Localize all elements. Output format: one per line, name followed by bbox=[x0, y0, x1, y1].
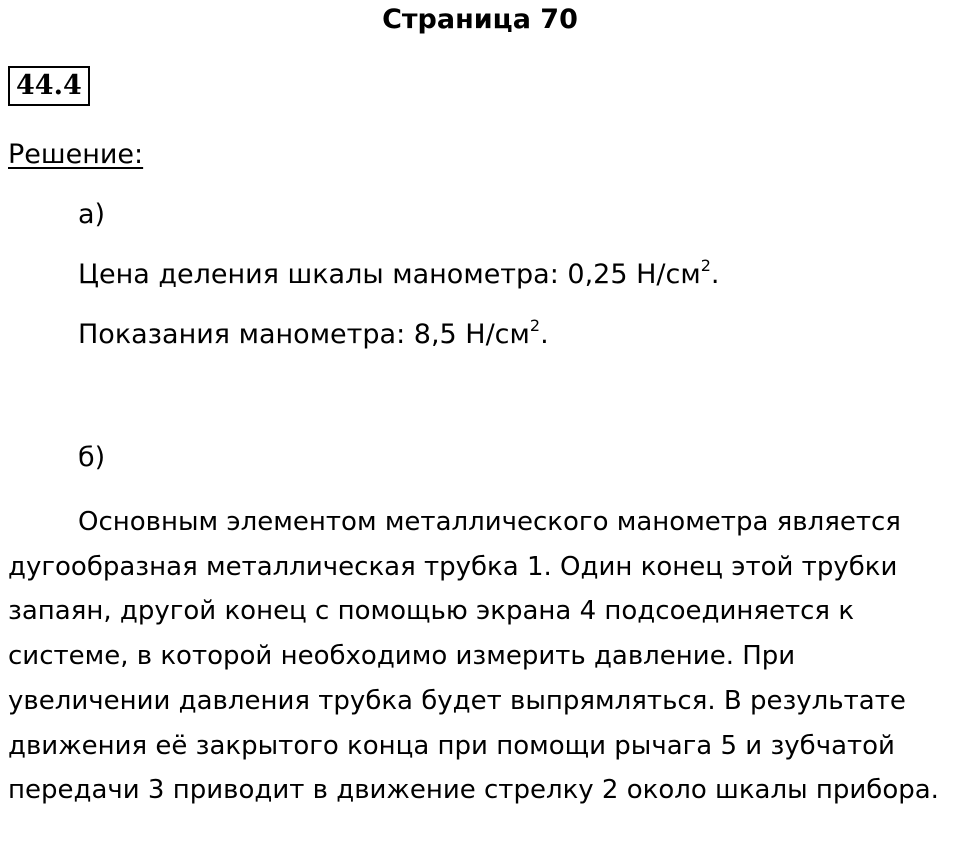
solution-label: Решение: bbox=[8, 139, 144, 170]
task-number-box: 44.4 bbox=[8, 66, 90, 106]
part-a-line-2-text: Показания манометра: 8,5 Н/см bbox=[78, 319, 530, 350]
part-b-label: б) bbox=[78, 442, 106, 473]
part-a-line-2-superscript: 2 bbox=[529, 316, 541, 335]
part-a-line-2-end: . bbox=[540, 319, 549, 350]
part-a-line-1-superscript: 2 bbox=[700, 256, 711, 275]
part-b-paragraph: Основным элементом металлического манометра является дугообразная металлическая трубка 1. Один конец этой трубки запаян, другой конец с помощью экрана 4 подсоединяется к системе, в которой необходимо измерить давление. При увеличении давления трубка будет выпрямляться. В результате движения её закрытого конца при помощи рычага 5 и зубчатой передачи 3 приводит в движение стрелку 2 около шкалы прибора. bbox=[8, 507, 939, 806]
part-a-line-1-text: Цена деления шкалы манометра: 0,25 Н/см bbox=[78, 259, 701, 290]
part-a-label: а) bbox=[78, 199, 106, 230]
part-a-line-1-end: . bbox=[710, 259, 720, 290]
part-a-line-1 bbox=[78, 255, 720, 295]
page-title: Страница 70 bbox=[382, 4, 578, 35]
part-a-line-2 bbox=[78, 315, 549, 355]
